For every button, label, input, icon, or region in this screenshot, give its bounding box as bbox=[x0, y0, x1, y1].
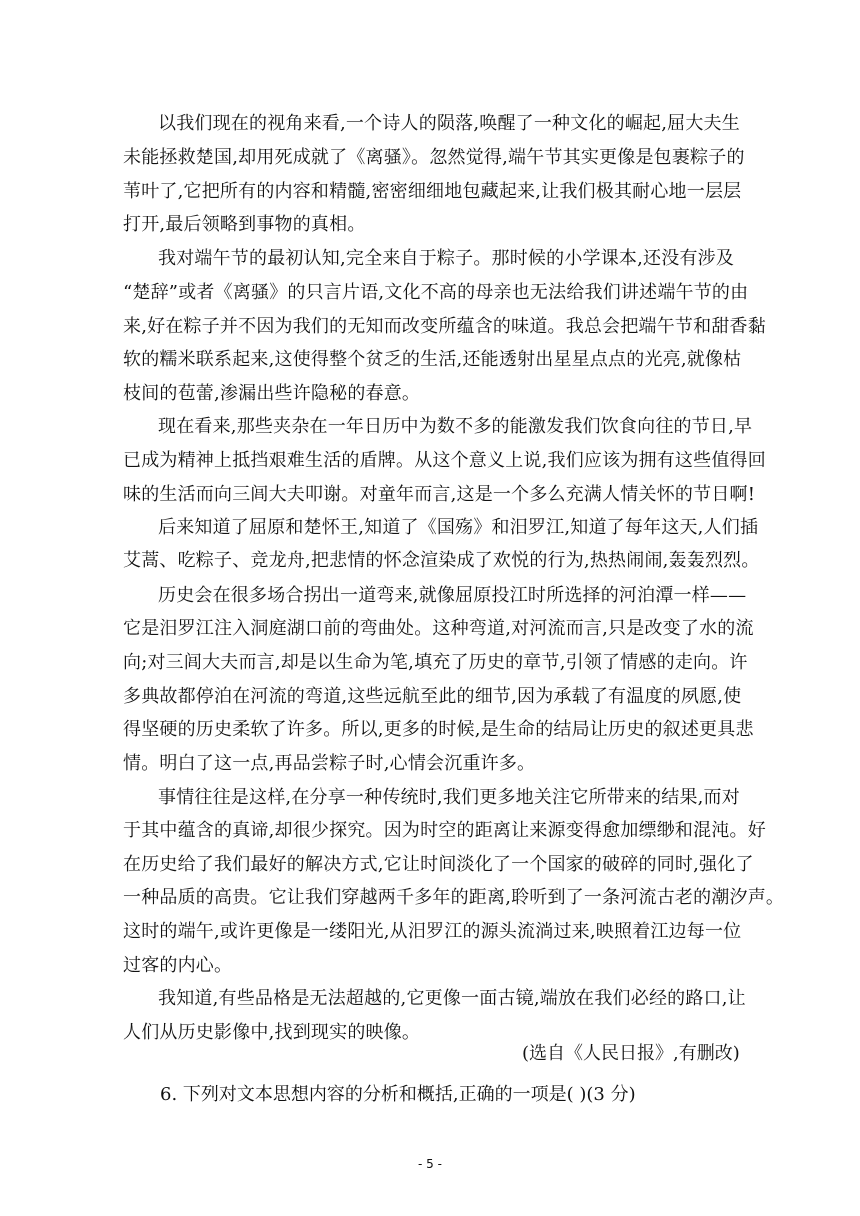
text-line: 已成为精神上抵挡艰难生活的盾牌。从这个意义上说,我们应该为拥有这些值得回 bbox=[123, 450, 766, 471]
article-source: (选自《人民日报》,有删改) bbox=[522, 1043, 740, 1064]
question-6: 6. 下列对文本思想内容的分析和概括,正确的一项是( )(3 分) bbox=[160, 1084, 636, 1105]
text-line: 历史会在很多场合拐出一道弯来,就像屈原投江时所选择的河泊潭一样—— bbox=[158, 585, 747, 606]
text-line: 枝间的苞蕾,渗漏出些许隐秘的春意。 bbox=[123, 383, 421, 404]
text-line: 味的生活而向三闾大夫叩谢。对童年而言,这是一个多么充满人情关怀的节日啊! bbox=[123, 484, 756, 505]
page-number: - 5 - bbox=[418, 1157, 442, 1171]
text-line: 它是汨罗江注入洞庭湖口前的弯曲处。这种弯道,对河流而言,只是改变了水的流 bbox=[123, 618, 754, 639]
text-line: 以我们现在的视角来看,一个诗人的陨落,唤醒了一种文化的崛起,屈大夫生 bbox=[158, 113, 740, 134]
text-line: 未能拯救楚国,却用死成就了《离骚》。忽然觉得,端午节其实更像是包裹粽子的 bbox=[123, 147, 745, 168]
text-line: 过客的内心。 bbox=[123, 955, 233, 976]
text-line: 向;对三闾大夫而言,却是以生命为笔,填充了历史的章节,引领了情感的走向。许 bbox=[123, 652, 748, 673]
text-line: 现在看来,那些夹杂在一年日历中为数不多的能激发我们饮食向往的节日,早 bbox=[158, 416, 753, 437]
text-line: 苇叶了,它把所有的内容和精髓,密密细细地包藏起来,让我们极其耐心地一层层 bbox=[123, 181, 742, 202]
text-line: 人们从历史影像中,找到现实的映像。 bbox=[123, 1022, 421, 1043]
text-line: 事情往往是这样,在分享一种传统时,我们更多地关注它所带来的结果,而对 bbox=[158, 787, 740, 808]
text-line: 一种品质的高贵。它让我们穿越两千多年的距离,聆听到了一条河流古老的潮汐声。 bbox=[123, 887, 785, 908]
text-line: 得坚硬的历史柔软了许多。所以,更多的时候,是生命的结局让历史的叙述更具悲 bbox=[123, 719, 754, 740]
text-line: 于其中蕴含的真谛,却很少探究。因为时空的距离让来源变得愈加缥缈和混沌。好 bbox=[123, 820, 766, 841]
text-line: 软的糯米联系起来,这使得整个贫乏的生活,还能透射出星星点点的光亮,就像枯 bbox=[123, 349, 742, 370]
text-line: 来,好在粽子并不因为我们的无知而改变所蕴含的味道。我总会把端午节和甜香黏 bbox=[123, 316, 766, 337]
text-line: 情。明白了这一点,再品尝粽子时,心情会沉重许多。 bbox=[123, 753, 536, 774]
text-line: 打开,最后领略到事物的真相。 bbox=[123, 214, 366, 235]
text-line: 我对端午节的最初认知,完全来自于粽子。那时候的小学课本,还没有涉及 bbox=[158, 248, 735, 269]
text-line: 我知道,有些品格是无法超越的,它更像一面古镜,端放在我们必经的路口,让 bbox=[158, 988, 746, 1009]
text-line: 艾蒿、吃粽子、竞龙舟,把悲情的怀念渲染成了欢悦的行为,热热闹闹,轰轰烈烈。 bbox=[123, 550, 760, 571]
text-line: 这时的端午,或许更像是一缕阳光,从汨罗江的源头流淌过来,映照着江边每一位 bbox=[123, 921, 742, 942]
text-line: 后来知道了屈原和楚怀王,知道了《国殇》和汨罗江,知道了每年这天,人们插 bbox=[158, 517, 759, 538]
text-line: 在历史给了我们最好的解决方式,它让时间淡化了一个国家的破碎的同时,强化了 bbox=[123, 854, 754, 875]
text-line: 多典故都停泊在河流的弯道,这些远航至此的细节,因为承载了有温度的夙愿,使 bbox=[123, 686, 742, 707]
text-line: “楚辞”或者《离骚》的只言片语,文化不高的母亲也无法给我们讲述端午节的由 bbox=[123, 282, 749, 303]
